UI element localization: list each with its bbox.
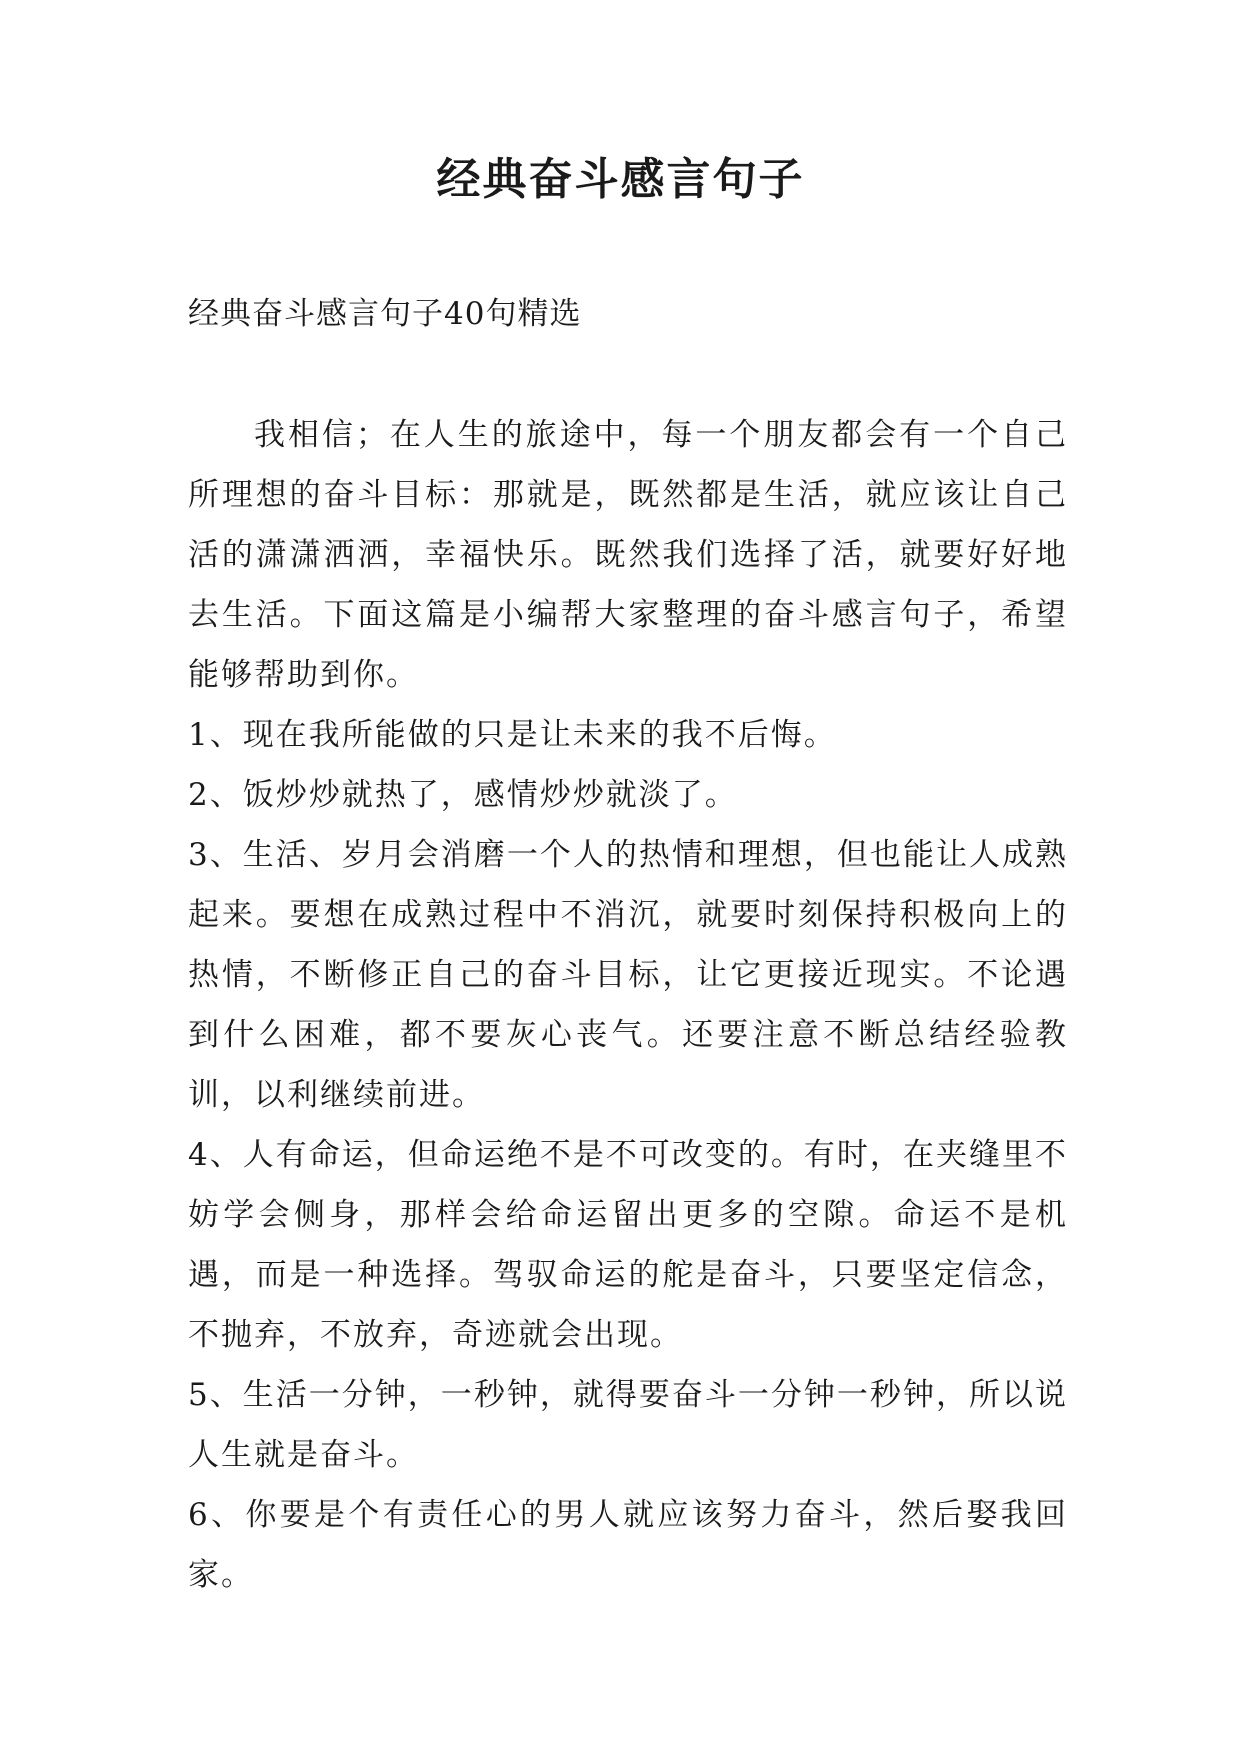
quote-item-5: 5、生活一分钟，一秒钟，就得要奋斗一分钟一秒钟，所以说人生就是奋斗。	[188, 1377, 1068, 1473]
quote-item-2: 2、饭炒炒就热了，感情炒炒就淡了。	[188, 777, 738, 813]
quote-item-4: 4、人有命运，但命运绝不是不可改变的。有时，在夹缝里不妨学会侧身，那样会给命运留出更多的空隙。命运不是机遇，而是一种选择。驾驭命运的舵是奋斗，只要坚定信念，不抛弃，不放弃，奇迹就会出现。	[188, 1137, 1068, 1353]
quote-item-3: 3、生活、岁月会消磨一个人的热情和理想，但也能让人成熟起来。要想在成熟过程中不消沉，就要时刻保持积极向上的热情，不断修正自己的奋斗目标，让它更接近现实。不论遇到什么困难，都不要灰心丧气。还要注意不断总结经验教训，以利继续前进。	[188, 837, 1068, 1113]
document-title: 经典奋斗感言句子	[436, 154, 805, 205]
quote-item-6: 6、你要是个有责任心的男人就应该努力奋斗，然后娶我回家。	[188, 1497, 1068, 1593]
quote-item-1: 1、现在我所能做的只是让未来的我不后悔。	[188, 717, 837, 753]
document-subtitle: 经典奋斗感言句子40句精选	[188, 296, 582, 332]
document-body	[188, 405, 1068, 1605]
intro-paragraph: 我相信；在人生的旅途中，每一个朋友都会有一个自己所理想的奋斗目标：那就是，既然都是生活，就应该让自己活的潇潇洒洒，幸福快乐。既然我们选择了活，就要好好地去生活。下面这篇是小编帮大家整理的奋斗感言句子，希望能够帮助到你。	[188, 417, 1068, 693]
